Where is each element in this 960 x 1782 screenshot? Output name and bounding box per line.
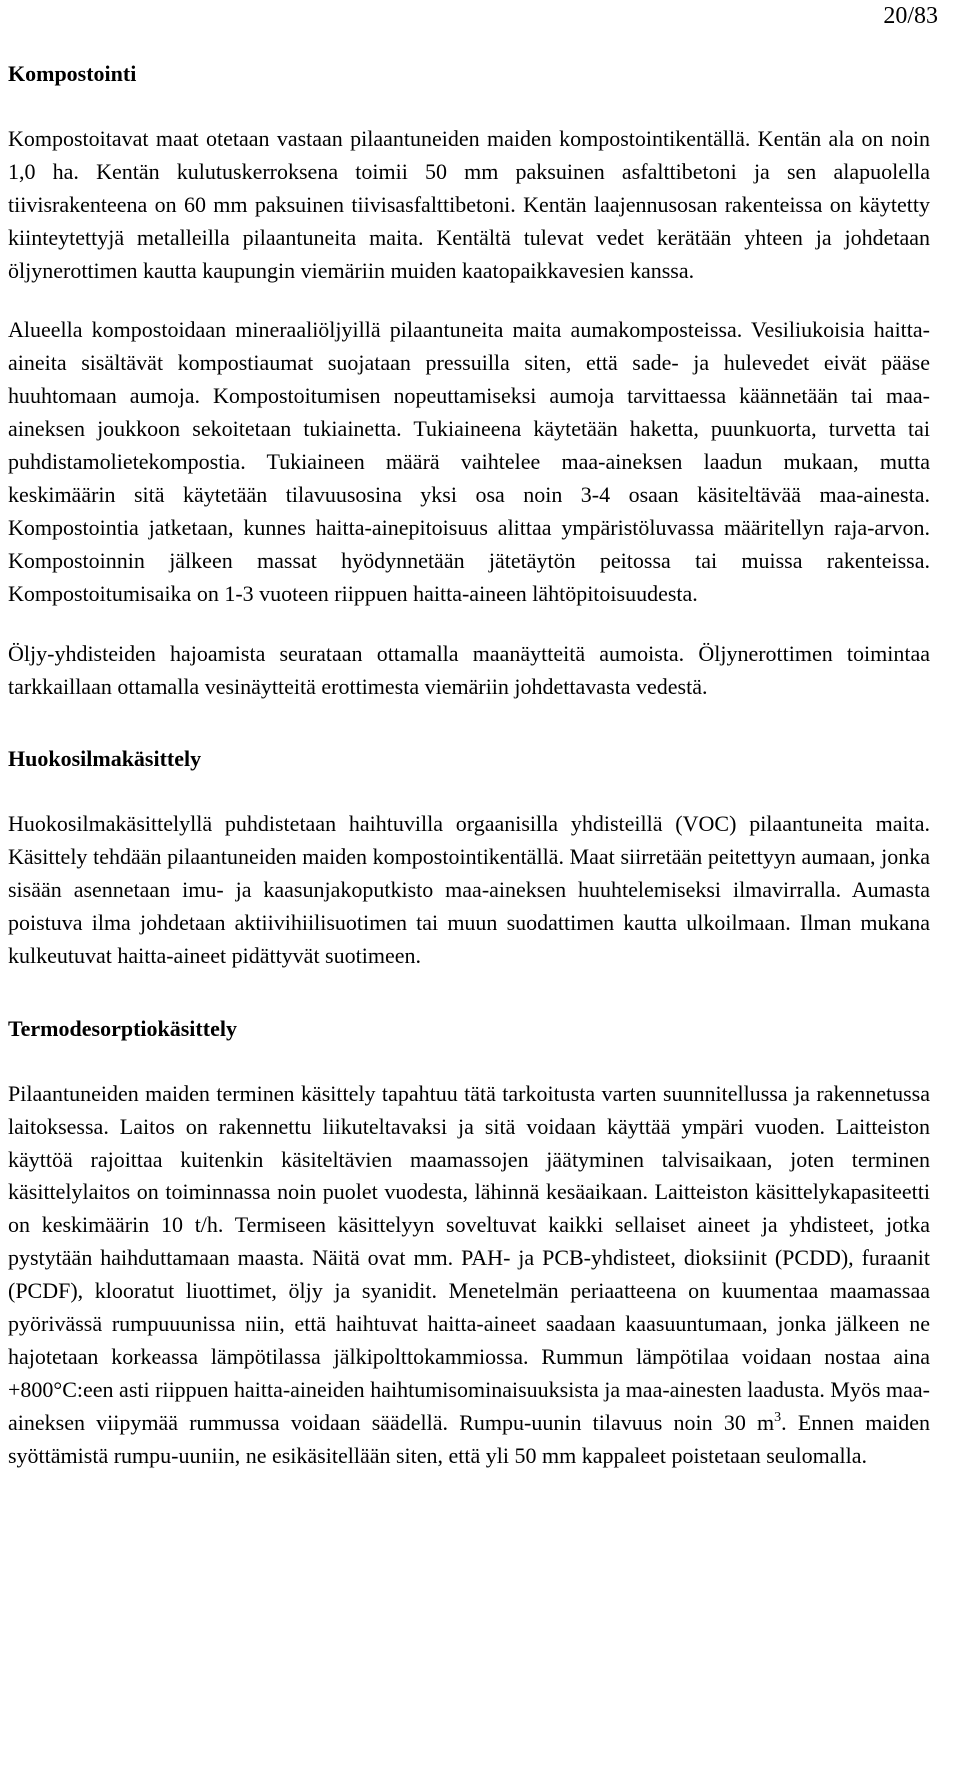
paragraph (8, 1078, 930, 1473)
paragraph: Alueella kompostoidaan mineraaliöljyillä pilaantuneita maita aumakomposteissa. Vesiliukoisia haitta-aineita sisältävät kompostiaumat suojataan pressuilla siten, että sade- ja hulevedet eivät pääse huuhtomaan aumoja. Kompostoitumisen nopeuttamiseksi aumoja tarvittaessa käännetään tai maa-aineksen joukkoon sekoitetaan tukiainetta. Tukiaineena käytetään haketta, puunkuorta, turvetta tai puhdistamolietekompostia. Tukiaineen määrä vaihtelee maa-aineksen laadun mukaan, mutta keskimäärin sitä käytetään tilavuusosina yksi osa noin 3-4 osaan käsiteltävää maa-ainesta. Kompostointia jatketaan, kunnes haitta-ainepitoisuus alittaa ympäristöluvassa määritellyn raja-arvon. Kompostoinnin jälkeen massat hyödynnetään jätetäytön peitossa tai muissa rakenteissa. Kompostoitumisaika on 1-3 vuoteen riippuen haitta-aineen lähtöpitoisuudesta. (8, 317, 930, 606)
paragraph-text: Pilaantuneiden maiden terminen käsittely tapahtuu tätä tarkoitusta varten suunnitellussa ja rakennetussa laitoksessa. Laitos on rakennettu liikuteltavaksi ja sitä voidaan käyttää ympäri vuoden. Laitteiston käyttöä rajoittaa kuitenkin käsiteltävien maamassojen jäätyminen talvisaikaan, joten terminen käsittelylaitos on toiminnassa noin puolet vuodesta, lähinnä kesäaikaan. Laitteiston käsittelykapasiteetti on keskimäärin 10 t/h. Termiseen käsittelyyn soveltuvat kaikki sellaiset aineet ja yhdisteet, jotka pystytään haihduttamaan maasta. Näitä ovat mm. PAH- ja PCB-yhdisteet, dioksiinit (PCDD), furaanit (PCDF), klooratut liuottimet, öljy ja syanidit. Menetelmän periaatteena on kuumentaa maamassaa pyörivässä rumpuuunissa niin, että haihtuvat haitta-aineet saadaan kaasuuntumaan, jonka jälkeen ne hajotetaan korkeassa lämpötilassa jälkipolttokammiossa. Rummun lämpötilaa voidaan nostaa aina +800°C:een asti riippuen haitta-aineiden haihtumisominaisuuksista ja maa-ainesten laadusta. Myös maa-aineksen viipymää rummussa voidaan säädellä. Rumpu-uunin tilavuus noin 30 m (8, 1080, 930, 1435)
document-body (8, 58, 930, 1473)
section-heading: Huokosilmakäsittely (8, 746, 202, 772)
section-kompostointi (8, 58, 930, 703)
paragraph: Kompostoitavat maat otetaan vastaan pilaantuneiden maiden kompostointikentällä. Kentän ala on noin 1,0 ha. Kentän kulutuskerroksena toimii 50 mm paksuinen asfalttibetoni ja sen alapuolella tiivisrakenteena on 60 mm paksuinen tiivisasfalttibetoni. Kentän laajennusosan rakenteissa on käytetty kiinteytettyjä metalleilla pilaantuneita maita. Kentältä tulevat vedet kerätään yhteen ja johdetaan öljynerottimen kautta kaupungin viemäriin muiden kaatopaikkavesien kanssa. (8, 125, 930, 283)
section-heading: Kompostointi (8, 61, 137, 86)
section-heading: Termodesorptiokäsittely (8, 1015, 237, 1041)
paragraph-text-tail: . Ennen maiden syöttämistä rumpu-uuniin, ne esikäsitellään siten, että yli 50 mm kappaleet poistetaan seulomalla. (8, 1409, 930, 1468)
section-termodesorptiokasittely (8, 1013, 930, 1473)
section-huokosilmakasittely (8, 743, 930, 972)
paragraph: Öljy-yhdisteiden hajoamista seurataan ottamalla maanäytteitä aumoista. Öljynerottimen toimintaa tarkkaillaan ottamalla vesinäytteitä erottimesta viemäriin johdettavasta vedestä. (8, 640, 930, 699)
page-number: 20/83 (883, 3, 938, 29)
paragraph: Huokosilmakäsittelyllä puhdistetaan haihtuvilla orgaanisilla yhdisteillä (VOC) pilaantuneita maita. Käsittely tehdään pilaantuneiden maiden kompostointikentällä. Maat siirretään peitettyyn aumaan, jonka sisään asennetaan imu- ja kaasunjakoputkisto maa-aineksen huuhtelemiseksi ilmavirralla. Aumasta poistuva ilma johdetaan aktiivihiilisuotimen tai muun suodattimen kautta ulkoilmaan. Ilman mukana kulkeutuvat haitta-aineet pidättyvät suotimeen. (8, 811, 930, 968)
superscript: 3 (774, 1409, 782, 1425)
